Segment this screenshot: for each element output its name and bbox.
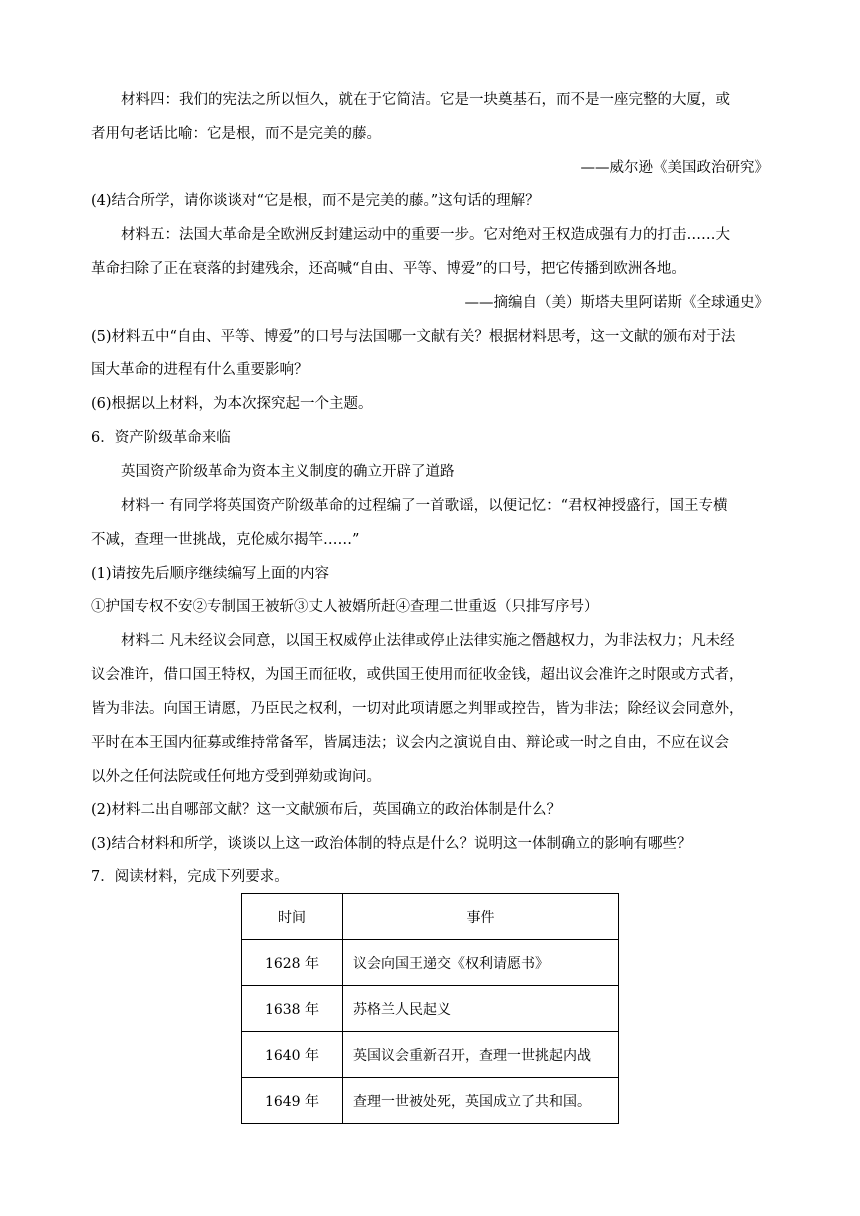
material-1-line-2: 不减，查理一世挑战，克伦威尔揭竿……”: [91, 532, 360, 548]
table-cell-time: 1628 年: [242, 940, 343, 986]
table-cell-event: 查理一世被处死，英国成立了共和国。: [343, 1078, 619, 1124]
section-6-subtitle: 英国资产阶级革命为资本主义制度的确立开辟了道路: [121, 464, 455, 480]
question-5-line-1: (5)材料五中“自由、平等、博爱”的口号与法国哪一文献有关？根据材料思考，这一文献的颁布对于法: [91, 329, 736, 345]
question-6: (6)根据以上材料，为本次探究起一个主题。: [91, 396, 373, 412]
section-6-title: 6．资产阶级革命来临: [91, 430, 231, 446]
question-4: (4)结合所学，请你谈谈对“它是根，而不是完美的藤。”这句话的理解？: [91, 193, 540, 209]
table-cell-time: 1638 年: [242, 986, 343, 1032]
table-cell-time: 1649 年: [242, 1078, 343, 1124]
material-2-line-2: 议会准许，借口国王特权，为国王而征收，或供国王使用而征收金钱，超出议会准许之时限或方式者，: [91, 667, 744, 683]
material-4-line-1: 材料四：我们的宪法之所以恒久，就在于它简洁。它是一块奠基石，而不是一座完整的大厦，或: [121, 92, 730, 108]
material-4-line-2: 者用句老话比喻：它是根，而不是完美的藤。: [91, 126, 381, 142]
material-2-line-3: 皆为非法。向国王请愿，乃臣民之权利，一切对此项请愿之判罪或控告，皆为非法；除经议会同意外，: [91, 701, 744, 717]
material-5-line-2: 革命扫除了正在衰落的封建残余，还高喊“自由、平等、博爱”的口号，把它传播到欧洲各地。: [91, 261, 686, 277]
table-row: [242, 986, 619, 1032]
material-5-line-1: 材料五：法国大革命是全欧洲反封建运动中的重要一步。它对绝对王权造成强有力的打击……大: [121, 227, 730, 243]
table-header-row: [242, 894, 619, 940]
table-cell-time: 1640 年: [242, 1032, 343, 1078]
question-3: (3)结合材料和所学，谈谈以上这一政治体制的特点是什么？说明这一体制确立的影响有哪些？: [91, 836, 692, 852]
section-7-title: 7．阅读材料，完成下列要求。: [91, 869, 289, 885]
table-row: [242, 1078, 619, 1124]
table-cell-event: 议会向国王递交《权利请愿书》: [343, 940, 619, 986]
material-4-source: ——威尔逊《美国政治研究》: [580, 160, 769, 176]
material-2-line-5: 以外之任何法院或任何地方受到弹劾或询问。: [91, 769, 381, 785]
table-row: [242, 940, 619, 986]
table-cell-event: 英国议会重新召开，查理一世挑起内战: [343, 1032, 619, 1078]
timeline-table: [241, 893, 619, 1124]
question-2: (2)材料二出自哪部文献？这一文献颁布后，英国确立的政治体制是什么？: [91, 802, 562, 818]
material-1-line-1: 材料一 有同学将英国资产阶级革命的过程编了一首歌谣，以便记忆：“君权神授盛行，国王专横: [121, 498, 728, 514]
table-cell-event: 苏格兰人民起义: [343, 986, 619, 1032]
table-header-time: 时间: [242, 894, 343, 940]
question-5-line-2: 国大革命的进程有什么重要影响？: [91, 362, 309, 378]
table-header-event: 事件: [343, 894, 619, 940]
question-1-options: ①护国专权不安②专制国王被斩③丈人被婿所赶④查理二世重返（只排写序号）: [91, 599, 599, 615]
material-5-source: ——摘编自（美）斯塔夫里阿诺斯《全球通史》: [464, 295, 769, 311]
material-2-line-4: 平时在本王国内征募或维持常备军，皆属违法；议会内之演说自由、辩论或一时之自由，不应在议会: [91, 735, 729, 751]
material-2-line-1: 材料二 凡未经议会同意，以国王权威停止法律或停止法律实施之僭越权力，为非法权力；凡未经: [121, 633, 735, 649]
question-1: (1)请按先后顺序继续编写上面的内容: [91, 566, 330, 582]
table-row: [242, 1032, 619, 1078]
